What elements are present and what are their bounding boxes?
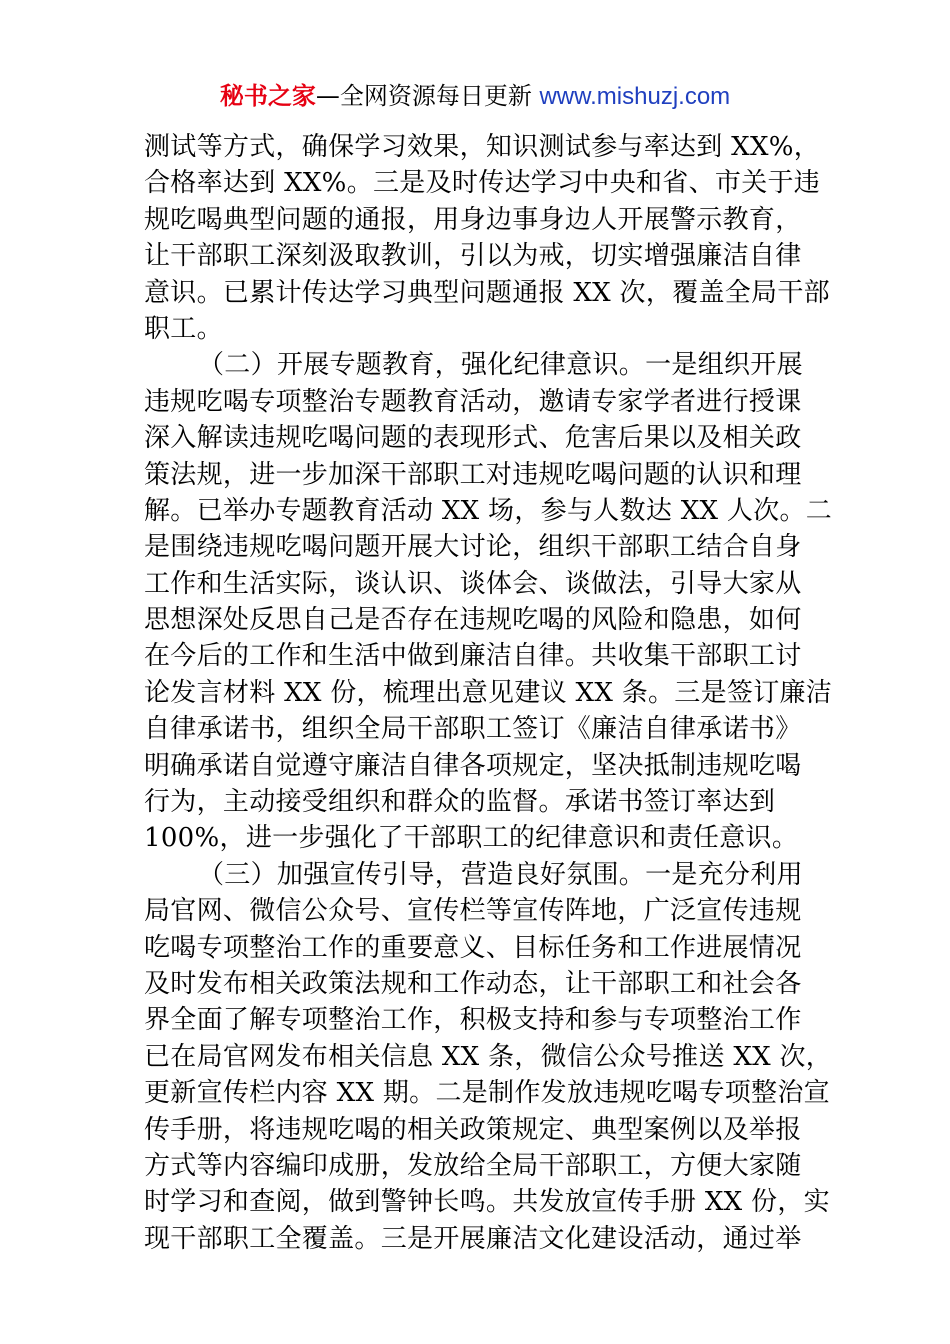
text-line: 思想深处反思自己是否存在违规吃喝的风险和隐患，如何: [144, 605, 802, 636]
text-line: 在今后的工作和生活中做到廉洁自律。共收集干部职工讨: [144, 641, 802, 672]
text-line: 方式等内容编印成册，发放给全局干部职工，方便大家随: [144, 1150, 802, 1181]
text-line: 传手册，将违规吃喝的相关政策规定、典型案例以及举报: [144, 1114, 802, 1145]
text-line: 现干部职工全覆盖。三是开展廉洁文化建设活动，通过举: [144, 1223, 802, 1254]
text-line: 论发言材料 XX 份，梳理出意见建议 XX 条。三是签订廉洁: [144, 677, 833, 708]
text-line: 行为，主动接受组织和群众的监督。承诺书签订率达到: [144, 787, 776, 818]
text-line: 吃喝专项整治工作的重要意义、目标任务和工作进展情况: [144, 932, 802, 963]
header-tagline: —全网资源每日更新: [315, 82, 540, 110]
document-body: [144, 129, 833, 1257]
text-line: 让干部职工深刻汲取教训，引以为戒，切实增强廉洁自律: [144, 241, 802, 272]
text-line: 是围绕违规吃喝问题开展大讨论，组织干部职工结合自身: [144, 532, 802, 563]
text-line: 已在局官网发布相关信息 XX 条，微信公众号推送 XX 次，: [144, 1041, 833, 1072]
text-line: 更新宣传栏内容 XX 期。二是制作发放违规吃喝专项整治宣: [144, 1078, 830, 1109]
brand-name: 秘书之家: [219, 82, 316, 110]
text-line: 明确承诺自觉遵守廉洁自律各项规定，坚决抵制违规吃喝: [144, 750, 802, 781]
text-line: 策法规，进一步加深干部职工对违规吃喝问题的认识和理: [144, 459, 802, 490]
text-line: 意识。已累计传达学习典型问题通报 XX 次，覆盖全局干部: [144, 277, 830, 308]
text-line: 局官网、微信公众号、宣传栏等宣传阵地，广泛宣传违规: [144, 896, 802, 927]
text-line: 界全面了解专项整治工作，积极支持和参与专项整治工作: [144, 1005, 802, 1036]
text-line: 规吃喝典型问题的通报，用身边事身边人开展警示教育，: [144, 204, 802, 235]
site-header: [0, 80, 950, 113]
text-line: 工作和生活实际，谈认识、谈体会、谈做法，引导大家从: [144, 568, 802, 599]
text-line: 解。已举办专题教育活动 XX 场，参与人数达 XX 人次。二: [144, 495, 833, 526]
text-line: 深入解读违规吃喝问题的表现形式、危害后果以及相关政: [144, 423, 802, 454]
text-line: 合格率达到 XX%。三是及时传达学习中央和省、市关于违: [144, 168, 821, 199]
site-url-link[interactable]: www.mishuzj.com: [539, 83, 731, 110]
text-line: 测试等方式，确保学习效果，知识测试参与率达到 XX%，: [144, 132, 821, 162]
text-line: 自律承诺书，组织全局干部职工签订《廉洁自律承诺书》: [144, 714, 802, 745]
text-line: 100%，进一步强化了干部职工的纪律意识和责任意识。: [144, 823, 799, 854]
text-line: 违规吃喝专项整治专题教育活动，邀请专家学者进行授课: [144, 386, 802, 417]
section-heading-line: （二）开展专题教育，强化纪律意识。一是组织开展: [198, 350, 803, 381]
text-line: 时学习和查阅，做到警钟长鸣。共发放宣传手册 XX 份，实: [144, 1187, 830, 1218]
section-heading-line: （三）加强宣传引导，营造良好氛围。一是充分利用: [198, 859, 803, 890]
text-line: 职工。: [144, 313, 223, 344]
text-line: 及时发布相关政策法规和工作动态，让干部职工和社会各: [144, 968, 802, 999]
